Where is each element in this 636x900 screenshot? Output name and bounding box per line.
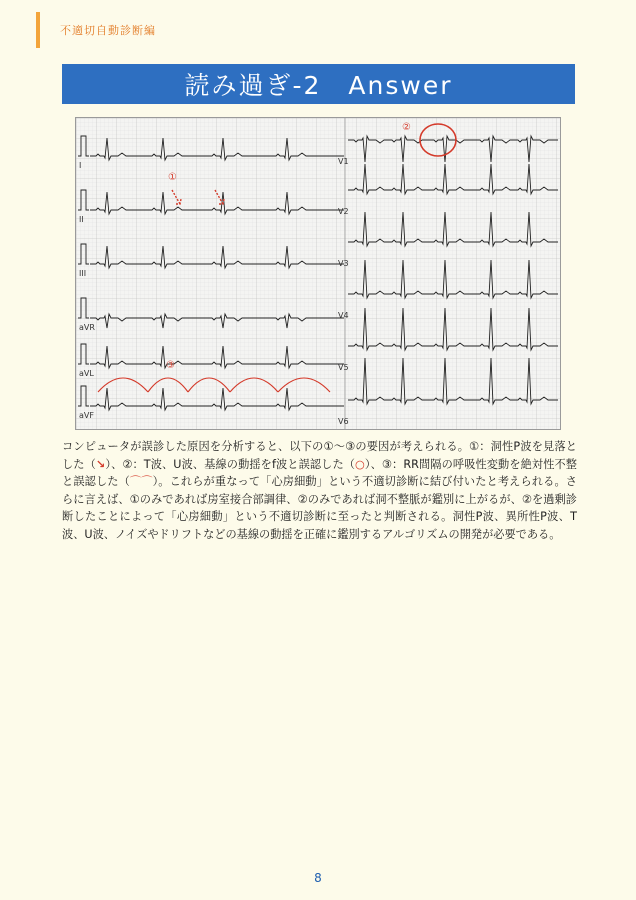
arc-symbol: ⌒⌒ (129, 475, 153, 489)
section-label: 不適切自動診断編 (60, 24, 156, 37)
explanation-text-b: ）、②：T波、U波、基線の動揺をf波と誤認した（ (105, 457, 356, 471)
lead-label-II: II (79, 215, 84, 224)
explanation-paragraph (62, 438, 577, 544)
explanation-text-d: ）。これらが重なって「心房細動」という不適切診断に結び付いたと考えられる。さらに言えば、①のみであれば房室接合部調律、②のみであれば洞不整脈が鑑別に上がるが、②を過剰診断したことによって「心房細動」という不適切診断に至ったと判断される。洞性P波、異所性P波、T波、U波、ノイズやドリフトなどの基線の動揺を正確に鑑別するアルゴリズムの開発が必要である。 (62, 475, 577, 541)
annotation-mark-1: ① (168, 172, 177, 183)
page-number: 8 (314, 871, 322, 885)
circle-symbol: ○ (355, 457, 365, 471)
lead-label-V3: V3 (338, 259, 349, 268)
annotation-mark-3: ③ (166, 360, 175, 371)
ecg-figure (75, 117, 561, 430)
lead-label-aVL: aVL (79, 369, 94, 378)
section-accent-bar (36, 12, 40, 48)
lead-label-V2: V2 (338, 207, 349, 216)
lead-label-V4: V4 (338, 311, 349, 320)
page-title: 読み過ぎ-2 Answer (62, 64, 575, 104)
arrow-symbol: ↘ (95, 457, 106, 471)
lead-label-V1: V1 (338, 157, 349, 166)
annotation-mark-2: ② (402, 122, 411, 133)
lead-label-aVR: aVR (79, 323, 95, 332)
lead-label-I: I (79, 161, 82, 170)
explanation-text-a: コンピュータが誤診した原因を分析すると、以下の①～③の要因が考えられる。①：洞性P波を見落とした（ (62, 440, 577, 471)
lead-label-V5: V5 (338, 363, 349, 372)
lead-label-III: III (79, 269, 87, 278)
ecg-tracing (76, 118, 560, 429)
lead-label-aVF: aVF (79, 411, 94, 420)
explanation-text-c: ）、③：RR間隔の呼吸性変動を絶対性不整と誤認した（ (62, 457, 577, 489)
lead-label-V6: V6 (338, 417, 349, 426)
